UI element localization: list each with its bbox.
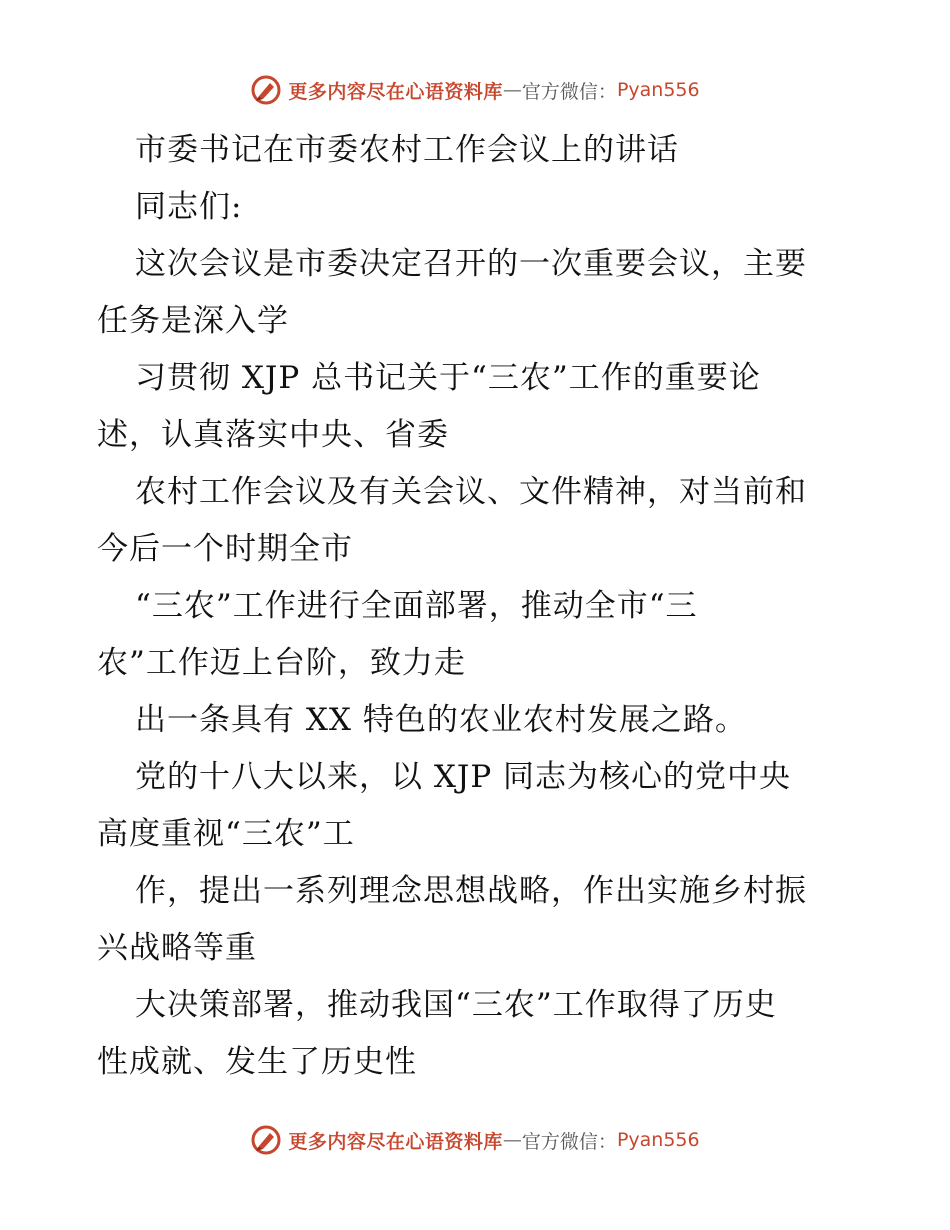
paragraph-line: 任务是深入学 <box>97 303 289 339</box>
header-watermark <box>0 73 950 107</box>
watermark-wechat-id: Pyan556 <box>616 79 700 101</box>
paragraph-line: 兴战略等重 <box>97 930 257 966</box>
paragraph-line: 农村工作会议及有关会议、文件精神，对当前和 <box>135 474 807 510</box>
paragraph-line: 农”工作迈上台阶，致力走 <box>97 645 466 681</box>
footer-watermark <box>0 1123 950 1157</box>
paragraph-line: 今后一个时期全市 <box>97 531 353 567</box>
salutation: 同志们: <box>135 189 243 225</box>
paragraph-line: 习贯彻 XJP 总书记关于“三农”工作的重要论 <box>135 360 761 396</box>
paragraph-line: 党的十八大以来，以 XJP 同志为核心的党中央 <box>135 759 792 795</box>
document-body <box>97 122 857 1091</box>
paragraph-line: 作，提出一系列理念思想战略，作出实施乡村振 <box>135 873 807 909</box>
paragraph-line: 出一条具有 XX 特色的农业农村发展之路。 <box>135 702 747 738</box>
watermark-official-label: 官方微信： <box>521 1130 617 1153</box>
paragraph-line: “三农”工作进行全面部署，推动全市“三 <box>135 588 698 624</box>
paragraph-line: 性成就、发生了历史性 <box>97 1044 417 1080</box>
paragraph-line: 大决策部署，推动我国“三农”工作取得了历史 <box>135 987 777 1023</box>
document-title: 市委书记在市委农村工作会议上的讲话 <box>135 132 679 168</box>
pen-nib-circle-icon <box>250 1124 282 1156</box>
pen-nib-circle-icon <box>250 74 282 106</box>
paragraph-line: 高度重视“三农”工 <box>97 816 355 852</box>
paragraph-line: 这次会议是市委决定召开的一次重要会议，主要 <box>135 246 807 282</box>
watermark-brand: 更多内容尽在心语资料库 <box>288 1130 503 1153</box>
watermark-brand: 更多内容尽在心语资料库 <box>288 80 503 103</box>
watermark-wechat-id: Pyan556 <box>616 1129 700 1151</box>
paragraph-line: 述，认真落实中央、省委 <box>97 417 449 453</box>
watermark-dash: — <box>502 1129 522 1151</box>
watermark-dash: — <box>502 79 522 101</box>
watermark-official-label: 官方微信： <box>521 80 617 103</box>
